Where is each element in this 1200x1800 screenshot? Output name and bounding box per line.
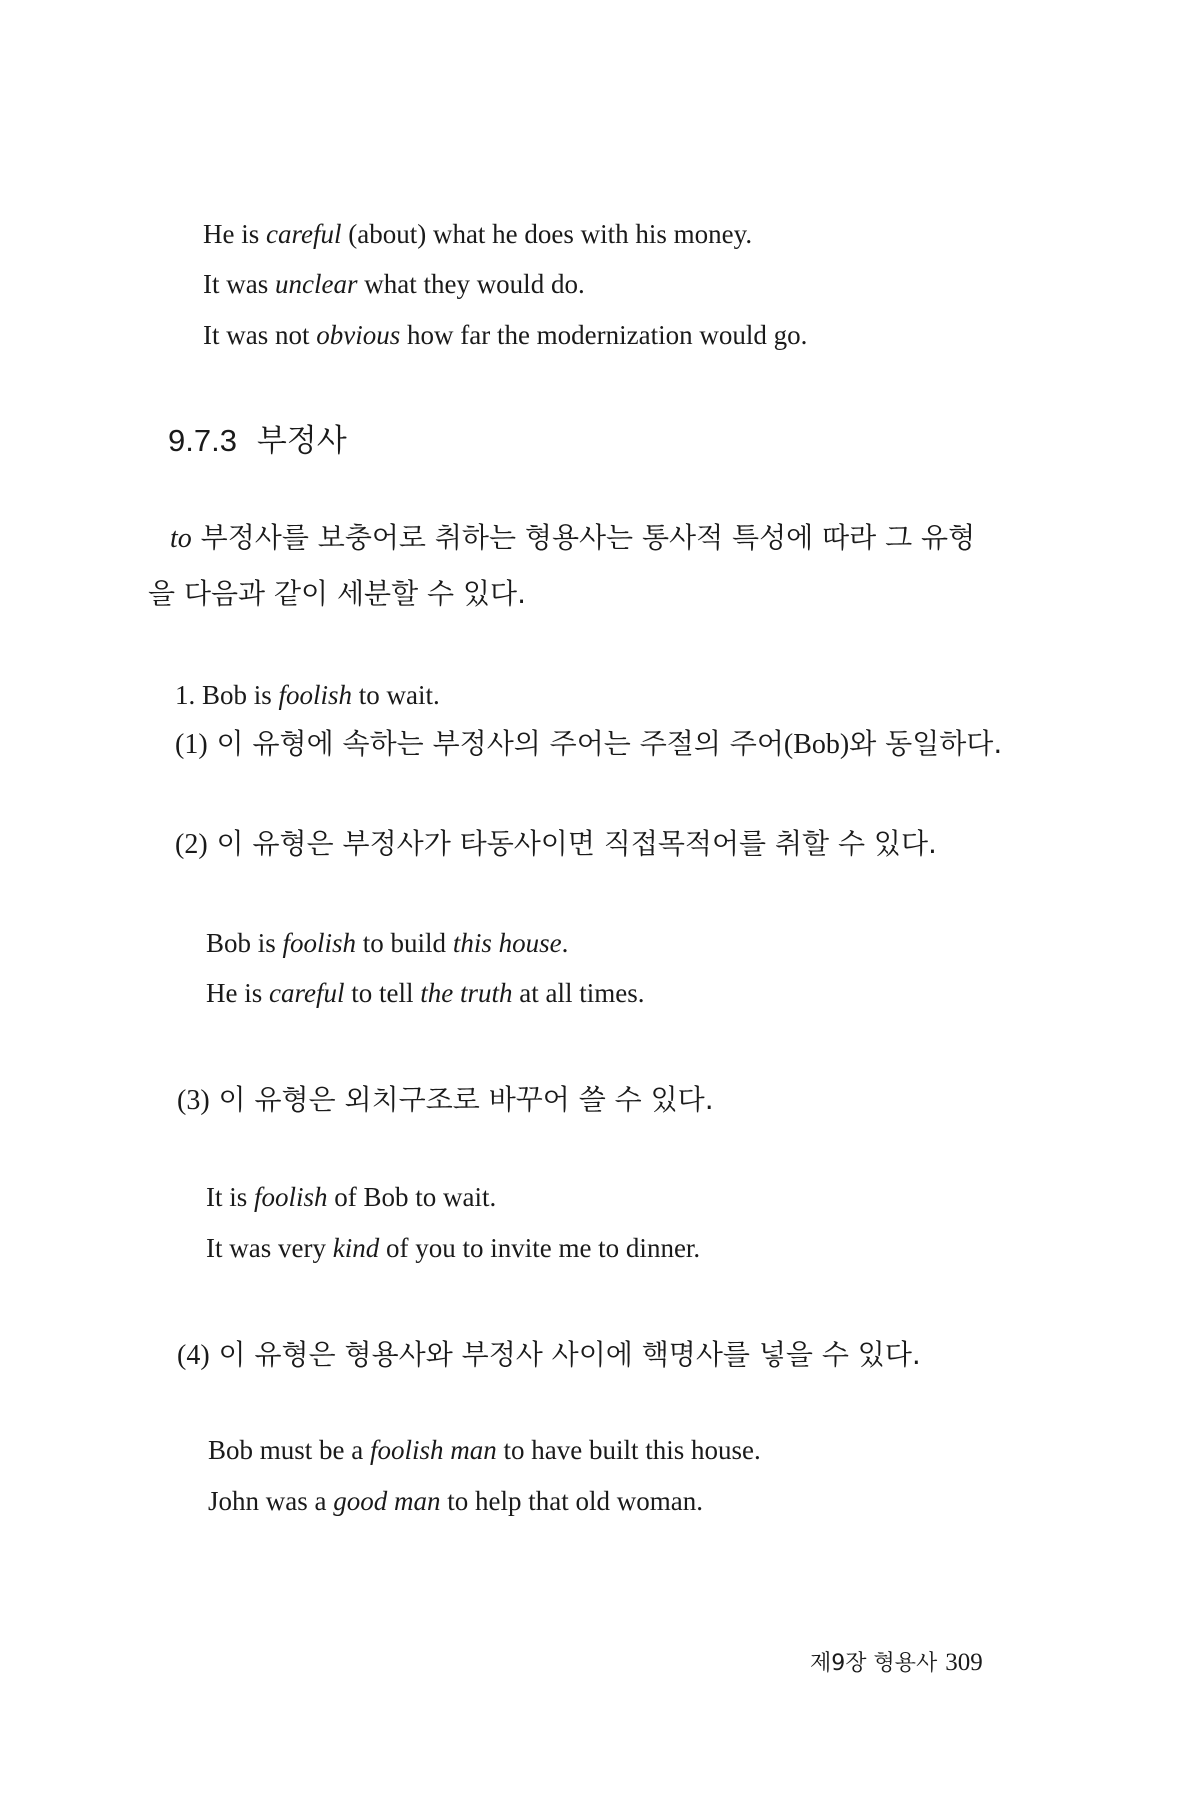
example-sentence: It is foolish of Bob to wait. [206,1182,497,1212]
point-item: (4) 이 유형은 형용사와 부정사 사이에 핵명사를 넣을 수 있다. [177,1338,921,1371]
example-sentence: He is careful to tell the truth at all times. [206,978,645,1008]
chapter-label: 제9장 형용사 [810,1651,938,1676]
intro-lead: to [170,523,192,554]
point-item: (3) 이 유형은 외치구조로 바꾸어 쓸 수 있다. [177,1083,714,1116]
example-sentence: It was not obvious how far the modernization would go. [203,320,808,350]
page-footer [810,1648,983,1679]
intro-paragraph-line-1: to 부정사를 보충어로 취하는 형용사는 통사적 특성에 따라 그 유형 [170,521,976,554]
intro-paragraph-line-2: 을 다음과 같이 세분할 수 있다. [148,577,526,610]
section-number: 9.7.3 [168,423,237,458]
example-sentence: It was very kind of you to invite me to dinner. [206,1233,701,1263]
page-number: 309 [945,1649,983,1676]
point-item: (1) 이 유형에 속하는 부정사의 주어는 주절의 주어(Bob)와 동일하다. [175,727,1003,760]
type-heading: 1. Bob is foolish to wait. [175,680,440,710]
point-item: (2) 이 유형은 부정사가 타동사이면 직접목적어를 취할 수 있다. [175,827,937,860]
example-sentence: Bob must be a foolish man to have built this house. [208,1435,761,1465]
section-title: 부정사 [256,423,347,459]
example-sentence: John was a good man to help that old woman. [208,1486,703,1516]
example-sentence: Bob is foolish to build this house. [206,928,569,958]
section-heading [168,421,347,461]
example-sentence: It was unclear what they would do. [203,269,585,299]
example-sentence: He is careful (about) what he does with his money. [203,219,753,249]
